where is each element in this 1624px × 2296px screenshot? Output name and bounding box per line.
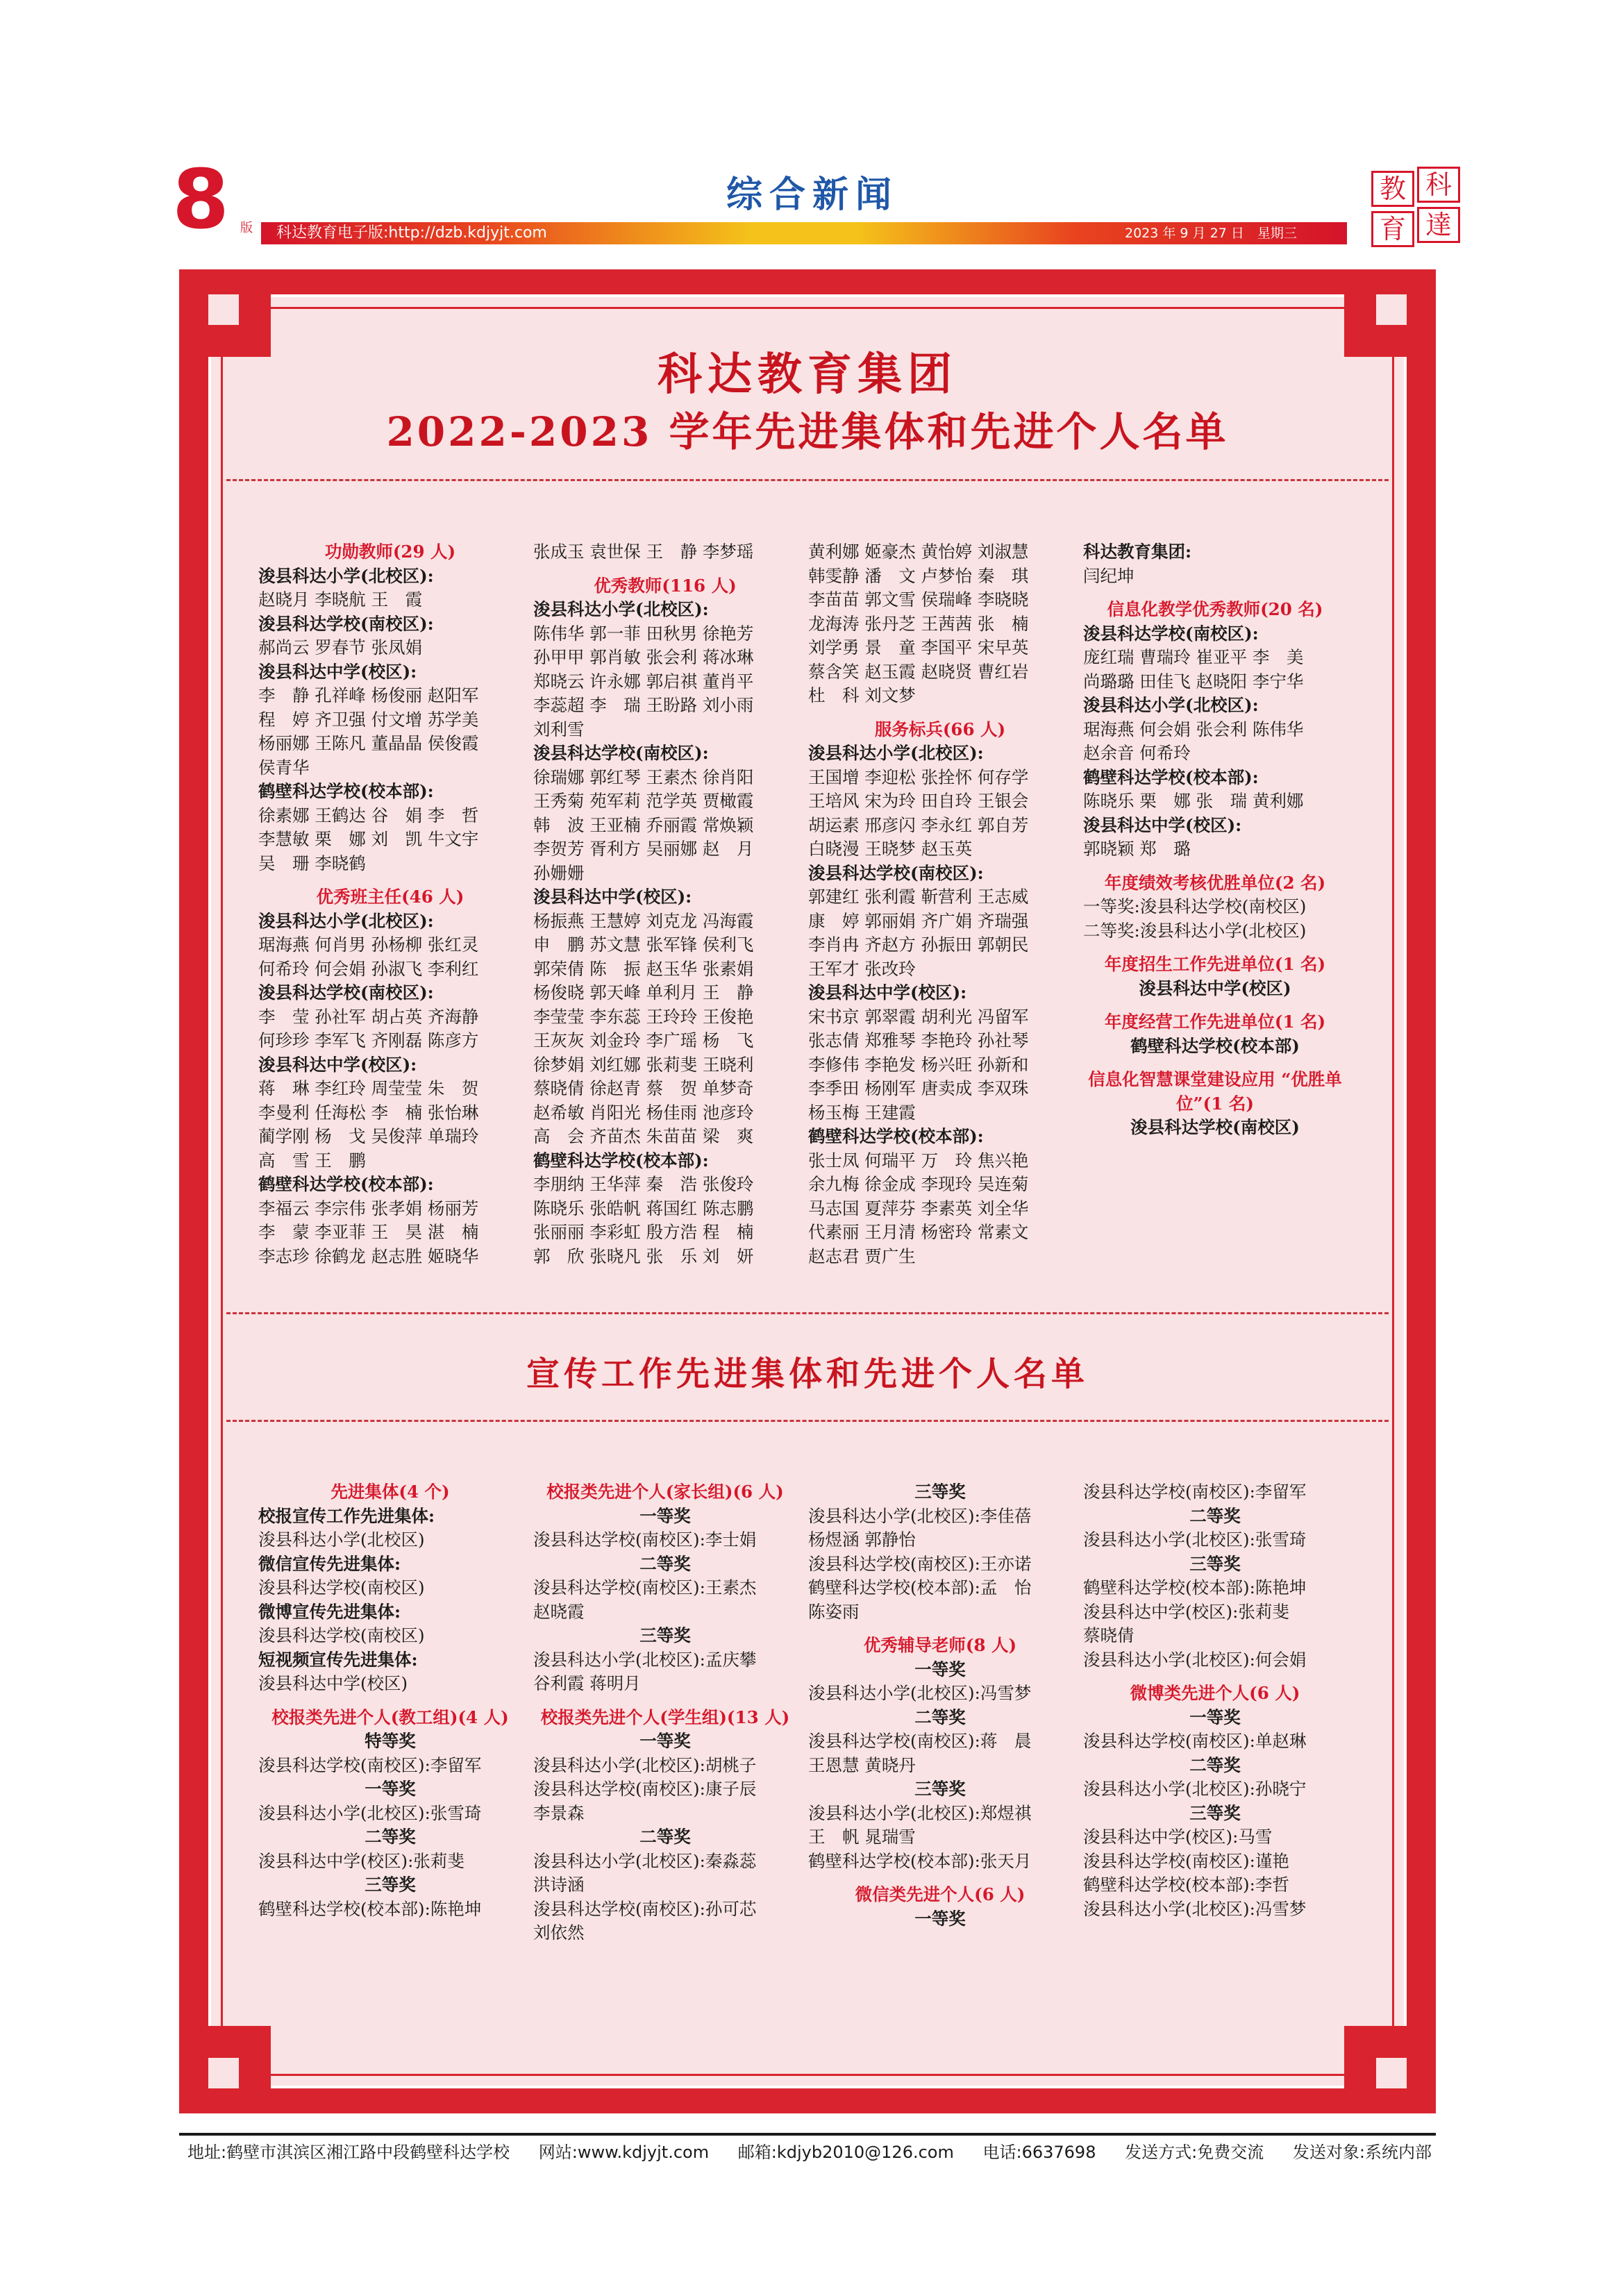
name-line: 浚县科达小学(北校区):郑煜祺 xyxy=(808,1802,1032,1823)
category-heading: 服务标兵(66 人) xyxy=(874,719,1006,739)
name-line: 杨玉梅 王建霞 xyxy=(808,1102,916,1123)
footer xyxy=(187,2138,1437,2166)
award-line: 二等奖 xyxy=(914,1707,966,1727)
name-line: 庞红瑞 曹瑞玲 崔亚平 李 美 xyxy=(1083,647,1304,667)
name-line: 浚县科达小学(北校区):秦淼蕊 xyxy=(533,1850,757,1871)
name-line: 郭晓颖 郑 璐 xyxy=(1083,839,1191,859)
name-line: 余九梅 徐金成 李现玲 吴连菊 xyxy=(808,1174,1029,1194)
name-line: 浚县科达中学(校区):马雪 xyxy=(1083,1827,1273,1847)
school-heading: 鹤壁科达学校(校本部): xyxy=(258,781,434,801)
name-line: 黄利娜 姬豪杰 黄怡婷 刘淑慧 xyxy=(808,542,1029,562)
logo-char: 科 xyxy=(1417,167,1460,203)
lower-column xyxy=(1083,1480,1347,1921)
name-line: 蔡晓倩 xyxy=(1083,1625,1135,1645)
name-line: 李景森 xyxy=(533,1802,585,1823)
name-line: 康 婷 郭丽娟 齐广娟 齐瑞强 xyxy=(808,910,1029,931)
headline-title: 2022-2023 学年先进集体和先进个人名单 xyxy=(386,408,1229,455)
name-line: 王军才 张改玲 xyxy=(808,958,916,979)
name-line: 李 静 孔祥峰 杨俊丽 赵阳军 xyxy=(258,685,479,705)
category-heading: 微信类先进个人(6 人) xyxy=(855,1884,1026,1904)
category-heading: 功勋教师(29 人) xyxy=(324,542,456,562)
school-heading: 浚县科达学校(南校区): xyxy=(1083,623,1259,644)
name-line: 浚县科达小学(北校区):冯雪梦 xyxy=(1083,1898,1307,1919)
name-line: 浚县科达学校(南校区) xyxy=(258,1577,425,1598)
lower-column xyxy=(533,1480,797,1945)
name-line: 鹤壁科达学校(校本部):陈艳坤 xyxy=(258,1898,482,1919)
logo-char: 達 xyxy=(1417,207,1460,243)
section-divider xyxy=(226,1420,1389,1422)
school-heading: 微博宣传先进集体: xyxy=(258,1601,401,1622)
school-heading: 鹤壁科达学校(校本部): xyxy=(808,1126,984,1146)
footer-email[interactable]: 邮箱:kdjyb2010@126.com xyxy=(737,2143,954,2162)
name-line: 蔡晓倩 徐赵青 蔡 贺 单梦奇 xyxy=(533,1078,754,1098)
category-heading: 先进集体(4 个) xyxy=(330,1482,450,1502)
name-line: 郝尚云 罗春节 张凤娟 xyxy=(258,637,423,657)
name-line: 浚县科达小学(北校区):胡桃子 xyxy=(533,1754,757,1775)
upper-column xyxy=(533,540,797,1268)
name-line: 浚县科达小学(北校区):孟庆攀 xyxy=(533,1649,757,1670)
name-line: 马志国 夏萍芬 李素英 刘全华 xyxy=(808,1198,1029,1218)
school-heading: 浚县科达中学(校区): xyxy=(1083,814,1242,835)
school-heading: 浚县科达小学(北校区): xyxy=(258,910,434,931)
name-line: 郭 欣 张晓凡 张 乐 刘 妍 xyxy=(533,1246,754,1266)
name-line: 高 会 齐苗杰 朱苗苗 梁 爽 xyxy=(533,1126,754,1146)
name-line: 浚县科达小学(北校区):何会娟 xyxy=(1083,1649,1307,1670)
name-line: 尚璐璐 田佳飞 赵晓阳 李宁华 xyxy=(1083,671,1304,692)
section-divider xyxy=(226,1312,1389,1314)
name-line: 郭建红 张利霞 靳营利 王志威 xyxy=(808,887,1029,907)
name-line: 李朋纳 王华萍 秦 浩 张俊玲 xyxy=(533,1174,754,1194)
name-line: 陈姿雨 xyxy=(808,1601,860,1622)
award-line: 一等奖 xyxy=(639,1505,691,1526)
name-line: 浚县科达小学(北校区):李佳蓓 xyxy=(808,1505,1032,1526)
school-heading: 鹤壁科达学校(校本部): xyxy=(1083,766,1259,787)
category-heading: 校报类先进个人(教工组)(4 人) xyxy=(271,1707,509,1727)
name-line: 郑晓云 许永娜 郭启祺 董肖平 xyxy=(533,671,754,692)
name-line: 赵晓月 李晓航 王 霞 xyxy=(258,589,423,610)
name-line: 浚县科达学校(南校区) xyxy=(258,1625,425,1645)
name-line: 浚县科达中学(校区):张莉斐 xyxy=(1083,1601,1289,1622)
category-heading: 年度招生工作先进单位(1 名) xyxy=(1104,954,1326,974)
name-line: 龙海涛 张丹芝 王茜茜 张 楠 xyxy=(808,613,1029,634)
logo-char: 育 xyxy=(1371,211,1414,247)
award-line: 一等奖 xyxy=(914,1659,966,1679)
award-line: 鹤壁科达学校(校本部) xyxy=(1130,1035,1300,1056)
name-line: 宋书京 郭翠霞 胡利光 冯留军 xyxy=(808,1006,1029,1027)
frame-corner-ornament xyxy=(1344,2026,1407,2088)
name-line: 李季田 杨刚军 唐卖成 李双珠 xyxy=(808,1078,1029,1098)
issue-date: 2023 年 9 月 27 日 星期三 xyxy=(1125,226,1297,241)
name-line: 代素丽 王月清 杨密玲 常素文 xyxy=(808,1222,1029,1242)
category-heading: 年度经营工作先进单位(1 名) xyxy=(1104,1012,1326,1032)
name-line: 王灰灰 刘金玲 李广瑶 杨 飞 xyxy=(533,1030,754,1050)
name-line: 浚县科达学校(南校区):李士娟 xyxy=(533,1530,757,1550)
name-line: 王培风 宋为玲 田自玲 王银会 xyxy=(808,791,1029,811)
name-line: 孙甲甲 郭肖敏 张会利 蒋冰琳 xyxy=(533,647,754,667)
award-line: 浚县科达学校(南校区) xyxy=(1130,1117,1300,1137)
award-line: 一等奖 xyxy=(639,1731,691,1751)
name-line: 刘学勇 景 童 李国平 宋早英 xyxy=(808,637,1029,657)
name-line: 郭荣倩 陈 振 赵玉华 张素娟 xyxy=(533,958,754,979)
name-line: 张士凤 何瑞平 万 玲 焦兴艳 xyxy=(808,1150,1029,1171)
school-heading: 浚县科达中学(校区): xyxy=(533,887,692,907)
name-line: 李 莹 孙社军 胡占英 齐海静 xyxy=(258,1006,479,1027)
name-line: 浚县科达学校(南校区):李留军 xyxy=(258,1754,482,1775)
name-line: 赵希敏 肖阳光 杨佳雨 池彦玲 xyxy=(533,1102,754,1123)
name-line: 李修伟 李艳发 杨兴旺 孙新和 xyxy=(808,1054,1029,1075)
name-line: 李苗苗 郭文雪 侯瑞峰 李晓晓 xyxy=(808,589,1029,610)
name-line: 何珍珍 李军飞 齐刚磊 陈彦方 xyxy=(258,1030,479,1050)
school-heading: 浚县科达中学(校区): xyxy=(808,982,967,1003)
name-line: 浚县科达学校(南校区):单赵琳 xyxy=(1083,1731,1307,1751)
award-line: 三等奖 xyxy=(1189,1553,1241,1574)
name-line: 何希玲 何会娟 孙淑飞 李利红 xyxy=(258,958,479,979)
name-line: 韩 波 王亚楠 乔丽霞 常焕颖 xyxy=(533,814,754,835)
name-line: 琚海燕 何肖男 孙杨柳 张红灵 xyxy=(258,935,479,955)
name-line: 一等奖:浚县科达学校(南校区) xyxy=(1083,896,1307,916)
award-line: 三等奖 xyxy=(639,1625,691,1645)
category-heading: 信息化智慧课堂建设应用 “优胜单位”(1 名) xyxy=(1088,1069,1342,1114)
name-line: 胡运素 邢彦闪 李永红 郭自芳 xyxy=(808,814,1029,835)
award-line: 二等奖 xyxy=(639,1827,691,1847)
category-heading: 优秀辅导老师(8 人) xyxy=(863,1635,1017,1655)
school-heading: 浚县科达学校(南校区): xyxy=(533,743,709,763)
name-line: 吴 珊 李晓鹤 xyxy=(258,853,366,873)
upper-column xyxy=(808,540,1072,1268)
category-heading: 校报类先进个人(家长组)(6 人) xyxy=(546,1482,784,1502)
footer-distribution: 发送方式:免费交流 xyxy=(1125,2143,1264,2162)
name-line: 杨振燕 王慧婷 刘克龙 冯海霞 xyxy=(533,910,754,931)
newspaper-logo xyxy=(1371,171,1468,249)
award-line: 一等奖 xyxy=(365,1779,416,1799)
school-heading: 科达教育集团: xyxy=(1083,542,1192,562)
school-heading: 短视频宣传先进集体: xyxy=(258,1649,418,1670)
school-heading: 浚县科达小学(北校区): xyxy=(258,565,434,586)
name-line: 杨丽娜 王陈凡 董晶晶 侯俊霞 xyxy=(258,733,479,753)
name-line: 浚县科达小学(北校区):孙晓宁 xyxy=(1083,1779,1307,1799)
name-line: 李慧敏 栗 娜 刘 凯 牛文宇 xyxy=(258,829,479,849)
name-line: 张成玉 袁世保 王 静 李梦瑶 xyxy=(533,542,754,562)
subheadline-publicity: 宣传工作先进集体和先进个人名单 xyxy=(526,1355,1089,1393)
name-line: 浚县科达中学(校区) xyxy=(258,1673,408,1693)
upper-column xyxy=(1083,540,1347,1140)
name-line: 李莹莹 李东蕊 王玲玲 王俊艳 xyxy=(533,1006,754,1027)
category-heading: 优秀教师(116 人) xyxy=(594,575,737,596)
name-line: 程 婷 齐卫强 付文增 苏学美 xyxy=(258,709,479,730)
school-heading: 浚县科达小学(北校区): xyxy=(1083,695,1259,715)
name-line: 张志倩 郑雅琴 李艳玲 孙社琴 xyxy=(808,1030,1029,1050)
category-heading: 年度绩效考核优胜单位(2 名) xyxy=(1104,872,1326,893)
section-title: 综合新闻 xyxy=(726,174,898,216)
name-line: 王秀菊 苑军莉 范学英 贾橄霞 xyxy=(533,791,754,811)
category-heading: 微博类先进个人(6 人) xyxy=(1130,1683,1300,1703)
school-heading: 浚县科达中学(校区): xyxy=(258,1054,417,1075)
upper-column xyxy=(258,540,522,1268)
award-line: 一等奖 xyxy=(1189,1707,1241,1727)
footer-audience: 发送对象:系统内部 xyxy=(1292,2143,1432,2162)
name-line: 浚县科达学校(南校区):李留军 xyxy=(1083,1482,1307,1502)
name-line: 白晓漫 王晓梦 赵玉英 xyxy=(808,839,973,859)
site-link[interactable]: 科达教育电子版:http://dzb.kdjyjt.com xyxy=(276,224,547,242)
name-line: 赵晓霞 xyxy=(533,1601,585,1622)
name-line: 杜 科 刘文梦 xyxy=(808,685,916,705)
name-line: 二等奖:浚县科达小学(北校区) xyxy=(1083,920,1307,941)
lower-column xyxy=(808,1480,1072,1931)
name-line: 陈伟华 郭一菲 田秋男 徐艳芳 xyxy=(533,623,754,644)
name-line: 徐梦娟 刘红娜 张莉斐 王晓利 xyxy=(533,1054,754,1075)
name-line: 蔡含笑 赵玉霞 赵晓贤 曹红岩 xyxy=(808,661,1029,682)
name-line: 张丽丽 李彩虹 殷方浩 程 楠 xyxy=(533,1222,754,1242)
school-heading: 浚县科达学校(南校区): xyxy=(808,862,984,883)
name-line: 王恩慧 黄晓丹 xyxy=(808,1754,916,1775)
name-line: 浚县科达学校(南校区):蒋 晨 xyxy=(808,1731,1032,1751)
award-line: 二等奖 xyxy=(1189,1754,1241,1775)
page-number-suffix: 版 xyxy=(238,221,253,233)
category-heading: 优秀班主任(46 人) xyxy=(316,887,464,907)
name-line: 王国增 李迎松 张拴怀 何存学 xyxy=(808,766,1029,787)
footer-website[interactable]: 网站:www.kdjyjt.com xyxy=(538,2143,710,2162)
name-line: 赵志君 贾广生 xyxy=(808,1246,916,1266)
name-line: 李肖冉 齐赵方 孙振田 郭朝民 xyxy=(808,935,1029,955)
name-line: 韩雯静 潘 文 卢梦怡 秦 琪 xyxy=(808,565,1029,586)
name-line: 杨俊晓 郭天峰 单利月 王 静 xyxy=(533,982,754,1003)
logo-char: 教 xyxy=(1371,171,1414,207)
name-line: 浚县科达中学(校区):张莉斐 xyxy=(258,1850,464,1871)
name-line: 李贺芳 胥利方 吴丽娜 赵 月 xyxy=(533,839,754,859)
name-line: 谷利霞 蒋明月 xyxy=(533,1673,641,1693)
name-line: 高 雪 王 鹏 xyxy=(258,1150,366,1171)
name-line: 申 鹏 苏文慧 张军锋 侯利飞 xyxy=(533,935,754,955)
name-line: 李福云 李宗伟 张孝娟 杨丽芳 xyxy=(258,1198,479,1218)
name-line: 浚县科达小学(北校区):张雪琦 xyxy=(1083,1530,1307,1550)
headline-organization: 科达教育集团 xyxy=(658,349,957,401)
school-heading: 浚县科达中学(校区): xyxy=(258,661,417,682)
name-line: 闫纪坤 xyxy=(1083,565,1135,586)
name-line: 刘利雪 xyxy=(533,719,585,739)
name-line: 浚县科达小学(北校区):张雪琦 xyxy=(258,1802,482,1823)
name-line: 琚海燕 何会娟 张会利 陈伟华 xyxy=(1083,719,1304,739)
name-line: 浚县科达小学(北校区) xyxy=(258,1530,425,1550)
award-line: 三等奖 xyxy=(365,1875,416,1895)
name-line: 鹤壁科达学校(校本部):张天月 xyxy=(808,1850,1032,1871)
name-line: 陈晓乐 栗 娜 张 瑞 黄利娜 xyxy=(1083,791,1304,811)
name-line: 赵余音 何希玲 xyxy=(1083,743,1191,763)
name-line: 浚县科达学校(南校区):谨艳 xyxy=(1083,1850,1289,1871)
name-line: 刘依然 xyxy=(533,1922,585,1943)
footer-phone: 电话:6637698 xyxy=(982,2143,1096,2162)
category-heading: 校报类先进个人(学生组)(13 人) xyxy=(540,1707,790,1727)
name-line: 浚县科达学校(南校区):孙可芯 xyxy=(533,1898,757,1919)
name-line: 徐素娜 王鹤达 谷 娟 李 哲 xyxy=(258,805,479,826)
award-line: 一等奖 xyxy=(914,1908,966,1929)
school-heading: 微信宣传先进集体: xyxy=(258,1553,401,1574)
school-heading: 浚县科达小学(北校区): xyxy=(533,599,709,619)
name-line: 李 蒙 李亚菲 王 昊 湛 楠 xyxy=(258,1222,479,1242)
award-line: 三等奖 xyxy=(914,1482,966,1502)
award-line: 二等奖 xyxy=(1189,1505,1241,1526)
school-heading: 浚县科达学校(南校区): xyxy=(258,613,434,634)
school-heading: 鹤壁科达学校(校本部): xyxy=(258,1174,434,1194)
name-line: 李蕊超 李 瑞 王盼路 刘小雨 xyxy=(533,695,754,715)
name-line: 李曼利 任海松 李 楠 张怡琳 xyxy=(258,1102,479,1123)
school-heading: 校报宣传工作先进集体: xyxy=(258,1505,435,1526)
name-line: 杨煜涵 郭静怡 xyxy=(808,1530,916,1550)
school-heading: 鹤壁科达学校(校本部): xyxy=(533,1150,709,1171)
name-line: 浚县科达学校(南校区):王素杰 xyxy=(533,1577,757,1598)
lower-column xyxy=(258,1480,522,1921)
footer-address: 地址:鹤壁市淇滨区湘江路中段鹤壁科达学校 xyxy=(187,2143,510,2162)
frame-corner-ornament xyxy=(208,2026,271,2088)
name-line: 蒋 琳 李红玲 周莹莹 朱 贺 xyxy=(258,1078,479,1098)
name-line: 浚县科达学校(南校区):康子辰 xyxy=(533,1779,757,1799)
name-line: 浚县科达学校(南校区):王亦诺 xyxy=(808,1553,1032,1574)
name-line: 洪诗涵 xyxy=(533,1875,585,1895)
name-line: 浚县科达小学(北校区):冯雪梦 xyxy=(808,1683,1032,1703)
award-line: 二等奖 xyxy=(639,1553,691,1574)
name-line: 蔺学刚 杨 戈 吴俊萍 单瑞玲 xyxy=(258,1126,479,1146)
name-line: 王 帆 晁瑞雪 xyxy=(808,1827,916,1847)
name-line: 侯青华 xyxy=(258,757,310,778)
name-line: 陈晓乐 张皓帆 蒋国红 陈志鹏 xyxy=(533,1198,754,1218)
name-line: 鹤壁科达学校(校本部):李哲 xyxy=(1083,1875,1289,1895)
name-line: 徐瑞娜 郭红琴 王素杰 徐肖阳 xyxy=(533,766,754,787)
award-line: 浚县科达中学(校区) xyxy=(1139,978,1291,998)
award-line: 三等奖 xyxy=(914,1779,966,1799)
school-heading: 浚县科达小学(北校区): xyxy=(808,743,984,763)
name-line: 李志珍 徐鹤龙 赵志胜 姬晓华 xyxy=(258,1246,479,1266)
name-line: 孙姗姗 xyxy=(533,862,585,883)
page-number: 8 xyxy=(172,151,230,247)
section-divider xyxy=(226,479,1389,481)
award-line: 三等奖 xyxy=(1189,1802,1241,1823)
footer-rule xyxy=(179,2133,1436,2136)
award-line: 特等奖 xyxy=(365,1731,416,1751)
name-line: 鹤壁科达学校(校本部):孟 怡 xyxy=(808,1577,1032,1598)
award-line: 二等奖 xyxy=(365,1827,416,1847)
school-heading: 浚县科达学校(南校区): xyxy=(258,982,434,1003)
category-heading: 信息化教学优秀教师(20 名) xyxy=(1107,599,1323,619)
name-line: 鹤壁科达学校(校本部):陈艳坤 xyxy=(1083,1577,1307,1598)
